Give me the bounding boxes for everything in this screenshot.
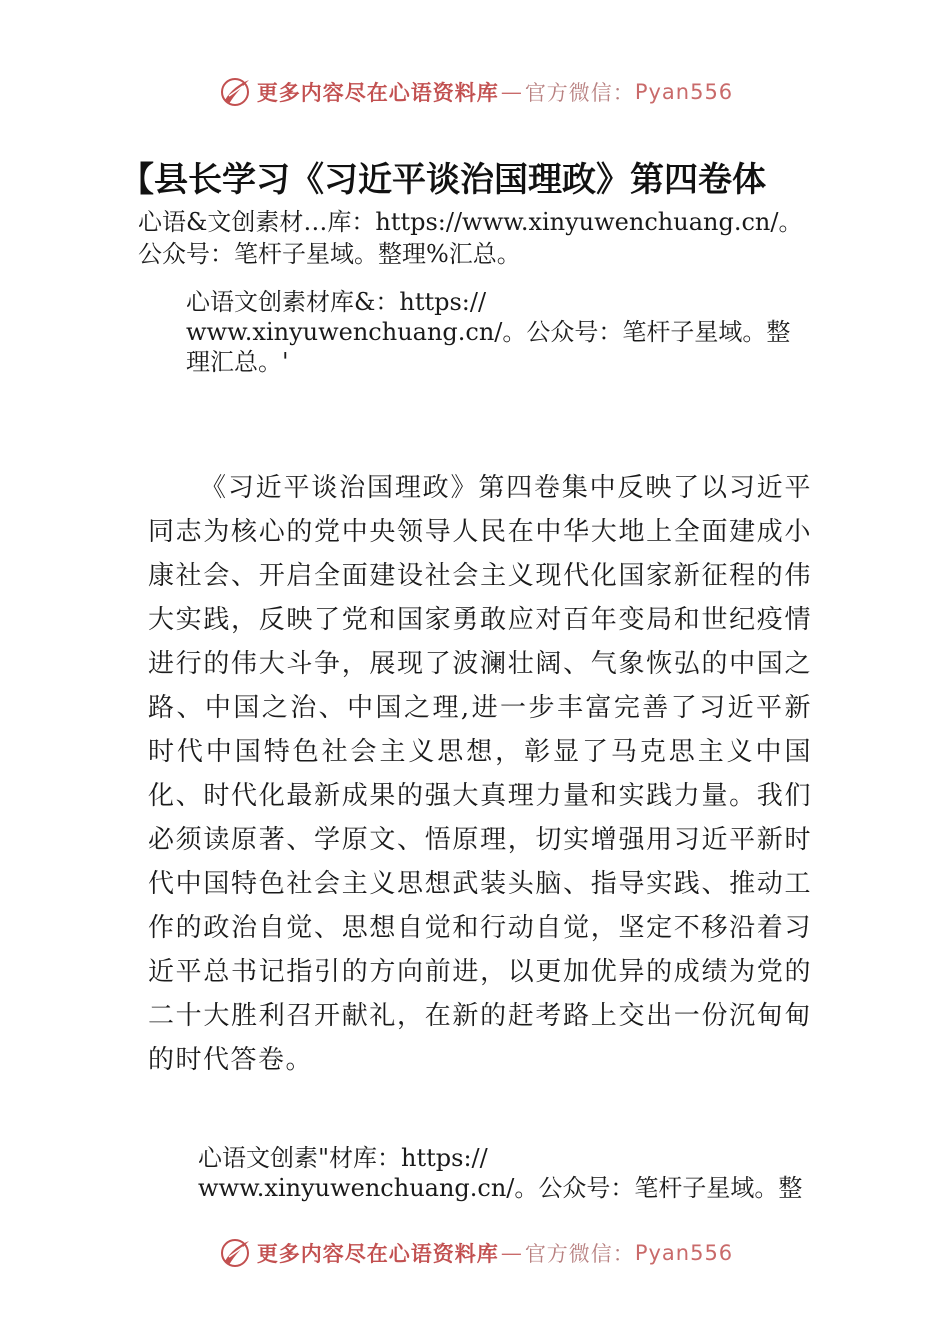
banner-wechat-label: 官方微信： — [524, 1242, 635, 1266]
banner-wechat-id: Pyan556 — [634, 80, 734, 104]
body-paragraph: 《习近平谈治国理政》第四卷集中反映了以习近平同志为核心的党中央领导人民在中华大地上全面建成小康社会、开启全面建设社会主义现代化国家新征程的伟大实践，反映了党和国家勇敢应对百年变局和世纪疫情进行的伟大斗争，展现了波澜壮阔、气象恢弘的中国之路、中国之治、中国之理,进一步丰富完善了习近平新时代中国特色社会主义思想，彰显了马克思主义中国化、时代化最新成果的强大真理力量和实践力量。我们必须读原著、学原文、悟原理，切实增强用习近平新时代中国特色社会主义思想武装头脑、指导实践、推动工作的政治自觉、思想自觉和行动自觉，坚定不移沿着习近平总书记指引的方向前进，以更加优异的成绩为党的二十大胜利召开献礼，在新的赶考路上交出一份沉甸甸的时代答卷。 — [148, 473, 812, 1075]
banner-brand: 更多内容尽在心语资料库 — [256, 80, 499, 105]
block1-line-1: 心语文创素材库&：https:// — [186, 288, 487, 316]
banner-dash: — — [500, 1241, 523, 1265]
banner-wechat-label: 官方微信： — [524, 81, 635, 105]
block1-line-3: 理汇总。' — [186, 348, 289, 376]
logo-icon — [217, 74, 253, 110]
page-title: 【县长学习《习近平谈治国理政》第四卷体 — [120, 160, 766, 200]
banner-dash: — — [500, 80, 523, 104]
header-line-1: 心语&文创素材…库：https://www.xinyuwenchuang.cn/。 — [138, 208, 803, 236]
bottom-banner — [0, 1233, 950, 1273]
block2-line-1: 心语文创素"材库：https:// — [198, 1144, 488, 1172]
top-banner — [0, 72, 950, 112]
header-line-2: 公众号：笔杆子星域。整理%汇总。 — [138, 240, 521, 268]
banner-wechat-id: Pyan556 — [634, 1241, 734, 1265]
logo-icon — [217, 1235, 253, 1271]
block1-line-2: www.xinyuwenchuang.cn/。公众号：笔杆子星域。整 — [186, 318, 791, 346]
banner-brand: 更多内容尽在心语资料库 — [256, 1241, 499, 1266]
block2-line-2: www.xinyuwenchuang.cn/。公众号：笔杆子星域。整 — [198, 1174, 803, 1202]
